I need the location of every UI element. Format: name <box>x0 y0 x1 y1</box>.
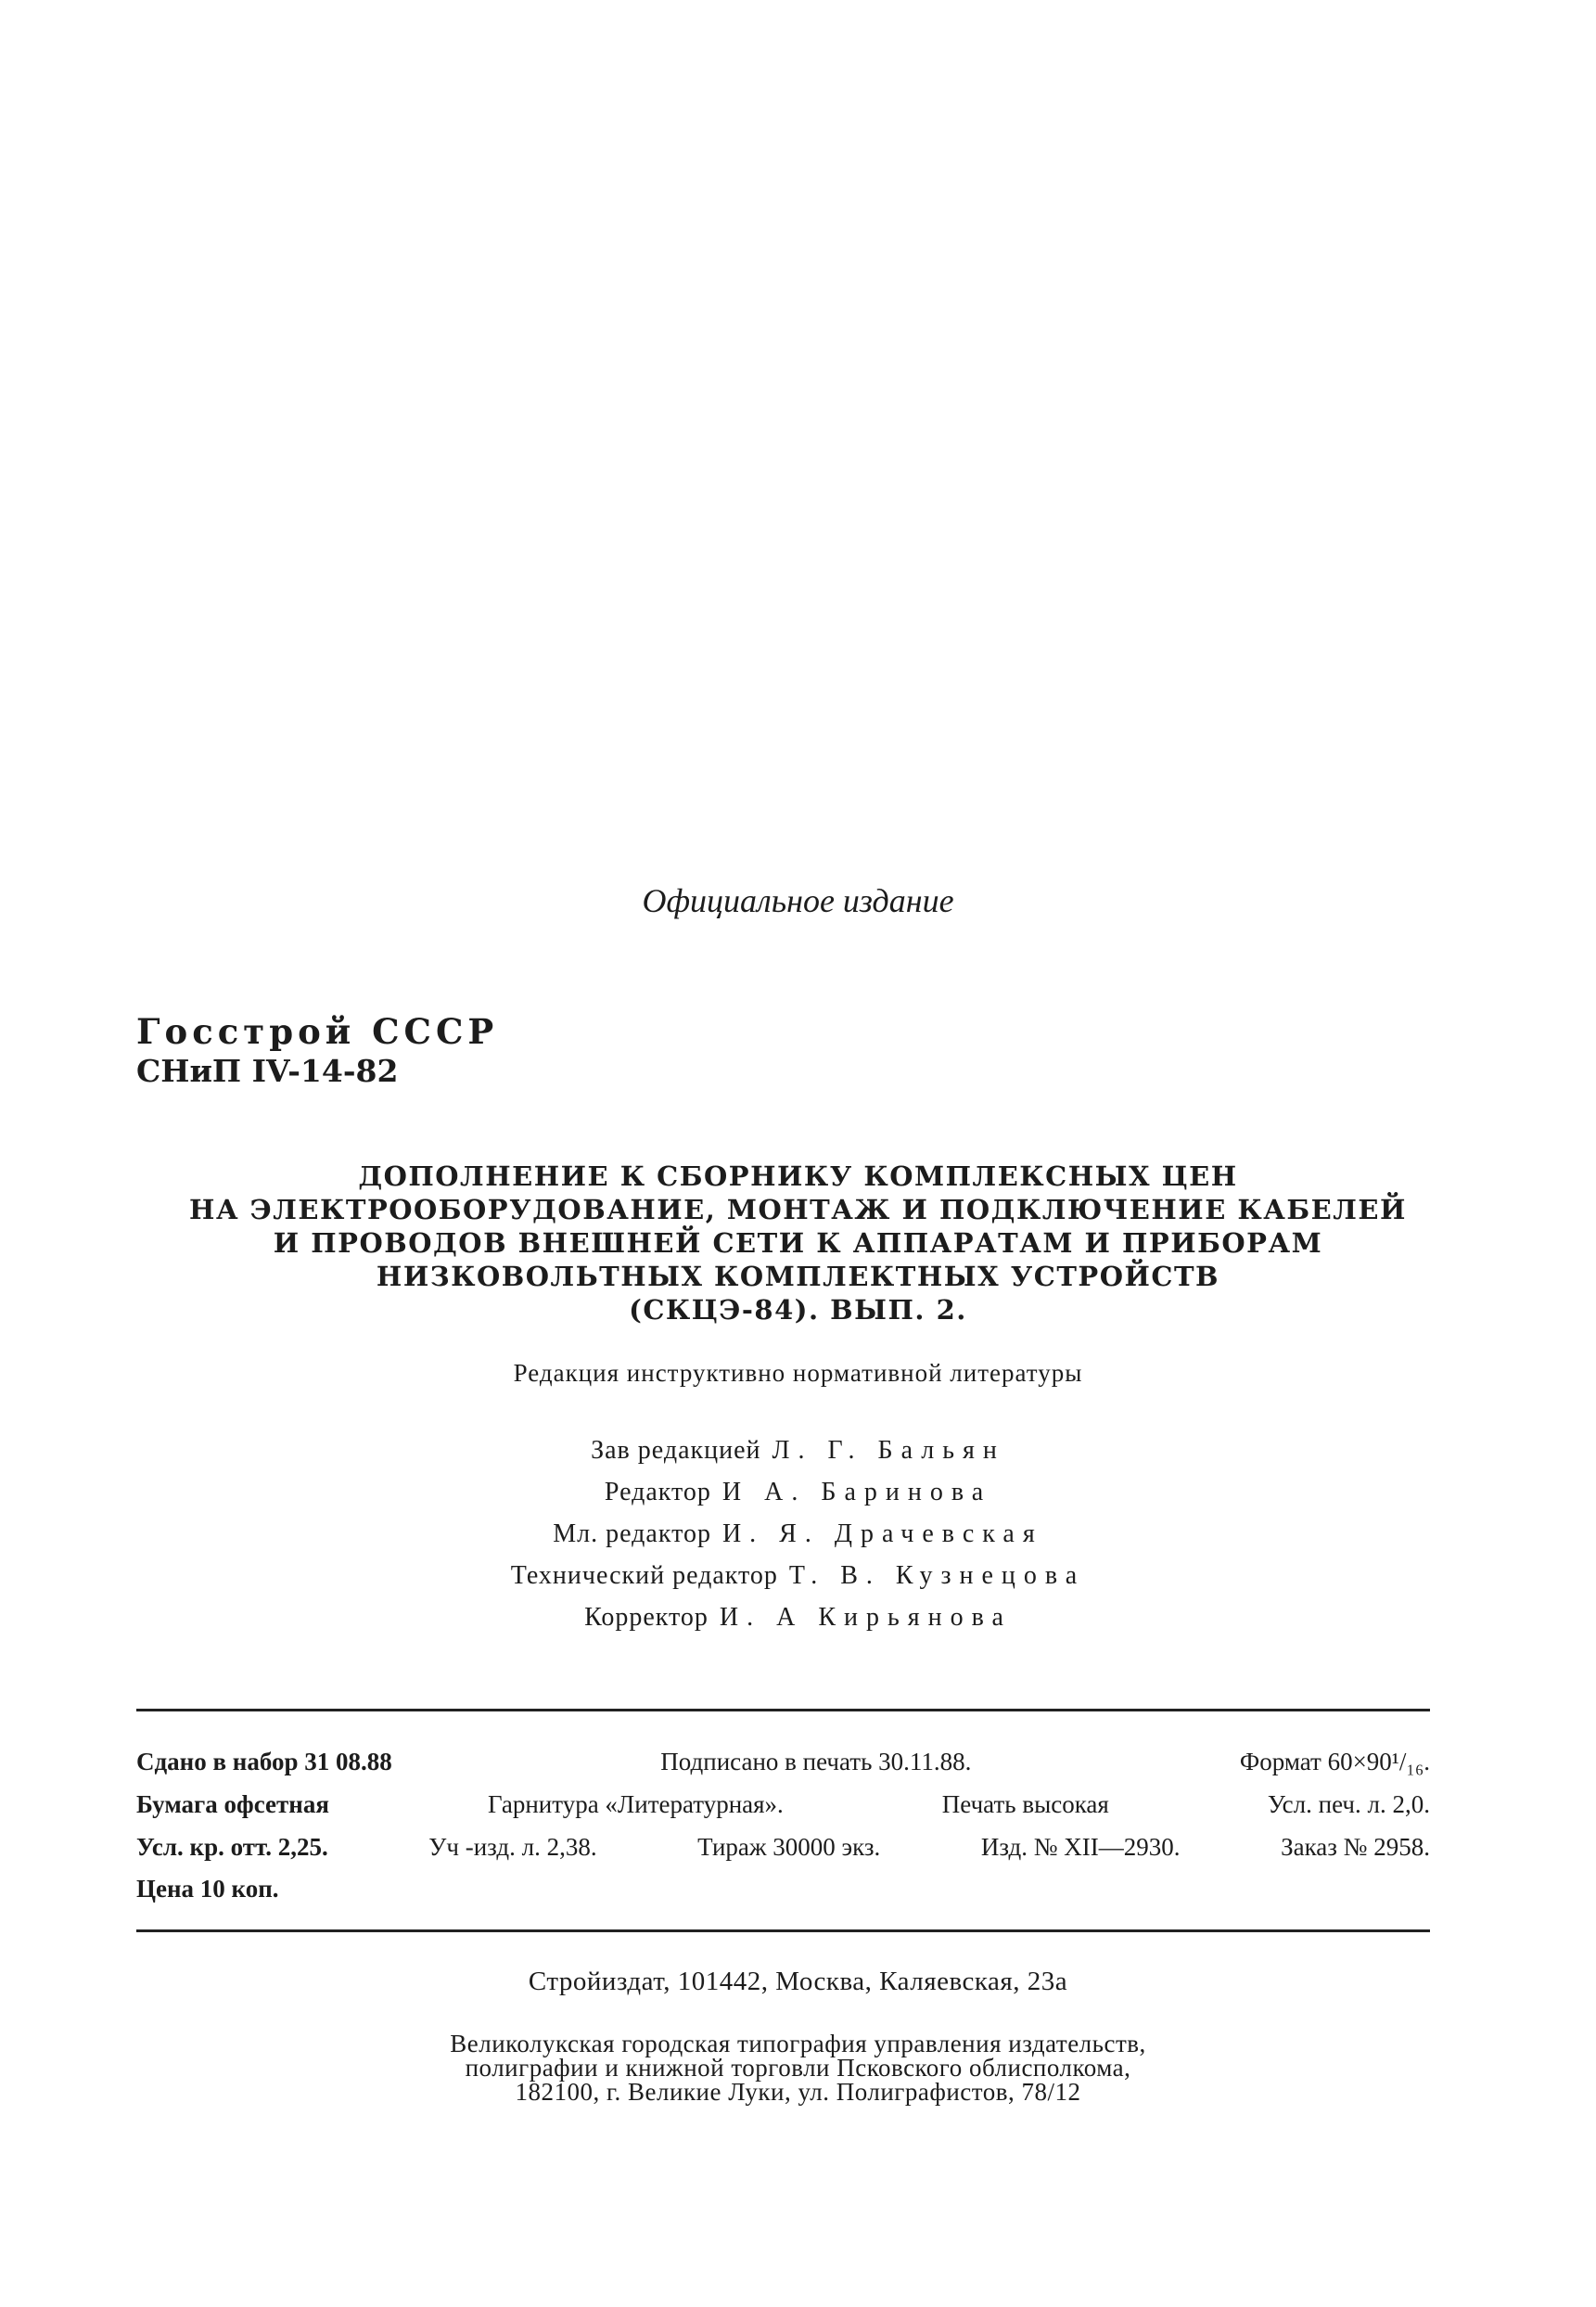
top-divider <box>136 1709 1430 1711</box>
staff-credit <box>0 1436 1596 1466</box>
publication-field: Тираж 30000 экз. <box>697 1833 881 1861</box>
printer-line: 182100, г. Великие Луки, ул. Полиграфистов, 78/12 <box>515 2078 1081 2106</box>
staff-role: Редактор <box>604 1478 711 1506</box>
publication-field: Формат 60×90¹/₁₆. <box>1239 1748 1430 1775</box>
redaction-name: Редакция инструктивно нормативной литературы <box>513 1359 1083 1387</box>
publication-field: Бумага офсетная <box>136 1790 329 1818</box>
bottom-divider <box>136 1929 1430 1932</box>
title-line: ДОПОЛНЕНИЕ К СБОРНИКУ КОМПЛЕКСНЫХ ЦЕН <box>358 1160 1238 1192</box>
publication-field: Изд. № XII—2930. <box>980 1833 1181 1861</box>
publication-row <box>136 1833 1430 1862</box>
title-line: И ПРОВОДОВ ВНЕШНЕЙ СЕТИ К АППАРАТАМ И ПРИБОРАМ <box>273 1227 1323 1259</box>
publication-field: Подписано в печать 30.11.88. <box>660 1748 972 1775</box>
title-line: НА ЭЛЕКТРООБОРУДОВАНИЕ, МОНТАЖ И ПОДКЛЮЧЕНИЕ КАБЕЛЕЙ <box>189 1194 1407 1225</box>
title-line: (СКЦЭ-84). ВЫП. 2. <box>629 1294 967 1326</box>
publication-field: Заказ № 2958. <box>1281 1833 1430 1861</box>
staff-credit <box>0 1603 1596 1633</box>
price-field: Цена 10 коп. <box>136 1875 279 1903</box>
printer-address <box>0 2031 1596 2104</box>
printer-line: Великолукская городская типография управления издательств, <box>450 2030 1146 2057</box>
publication-field: Усл. печ. л. 2,0. <box>1267 1790 1430 1818</box>
publication-field: Гарнитура «Литературная». <box>487 1790 784 1818</box>
staff-credit <box>0 1561 1596 1591</box>
title-line: НИЗКОВОЛЬТНЫХ КОМПЛЕКТНЫХ УСТРОЙСТВ <box>376 1261 1220 1292</box>
staff-name: И А. Баринова <box>721 1478 992 1506</box>
staff-role: Зав редакцией <box>591 1436 761 1465</box>
staff-name: И. Я. Драчевская <box>721 1519 1043 1548</box>
document-title <box>130 1160 1466 1327</box>
staff-role: Мл. редактор <box>553 1519 711 1548</box>
staff-role: Корректор <box>584 1603 709 1632</box>
document-code: СНиП IV-14-82 <box>136 1053 399 1089</box>
printer-line: полиграфии и книжной торговли Псковского облисполкома, <box>465 2054 1131 2082</box>
publication-row <box>136 1790 1430 1819</box>
publication-field: Усл. кр. отт. 2,25. <box>136 1833 328 1861</box>
publication-row <box>136 1748 1430 1776</box>
staff-credit <box>0 1478 1596 1507</box>
publication-field: Печать высокая <box>941 1790 1109 1818</box>
publication-field: Сдано в набор 31 08.88 <box>136 1748 392 1775</box>
publication-field: Уч -изд. л. 2,38. <box>428 1833 597 1861</box>
staff-name: Л. Г. Бальян <box>772 1436 1005 1465</box>
staff-credit <box>0 1519 1596 1549</box>
staff-role: Технический редактор <box>510 1561 778 1590</box>
publication-row <box>136 1875 1430 1903</box>
official-edition-label: Официальное издание <box>642 882 954 919</box>
publisher-address: Стройиздат, 101442, Москва, Каляевская, 23а <box>528 1967 1068 1996</box>
staff-name: И. А Кирьянова <box>719 1603 1012 1632</box>
organization-name: Госстрой СССР <box>136 1011 499 1052</box>
staff-name: Т. В. Кузнецова <box>788 1561 1086 1590</box>
